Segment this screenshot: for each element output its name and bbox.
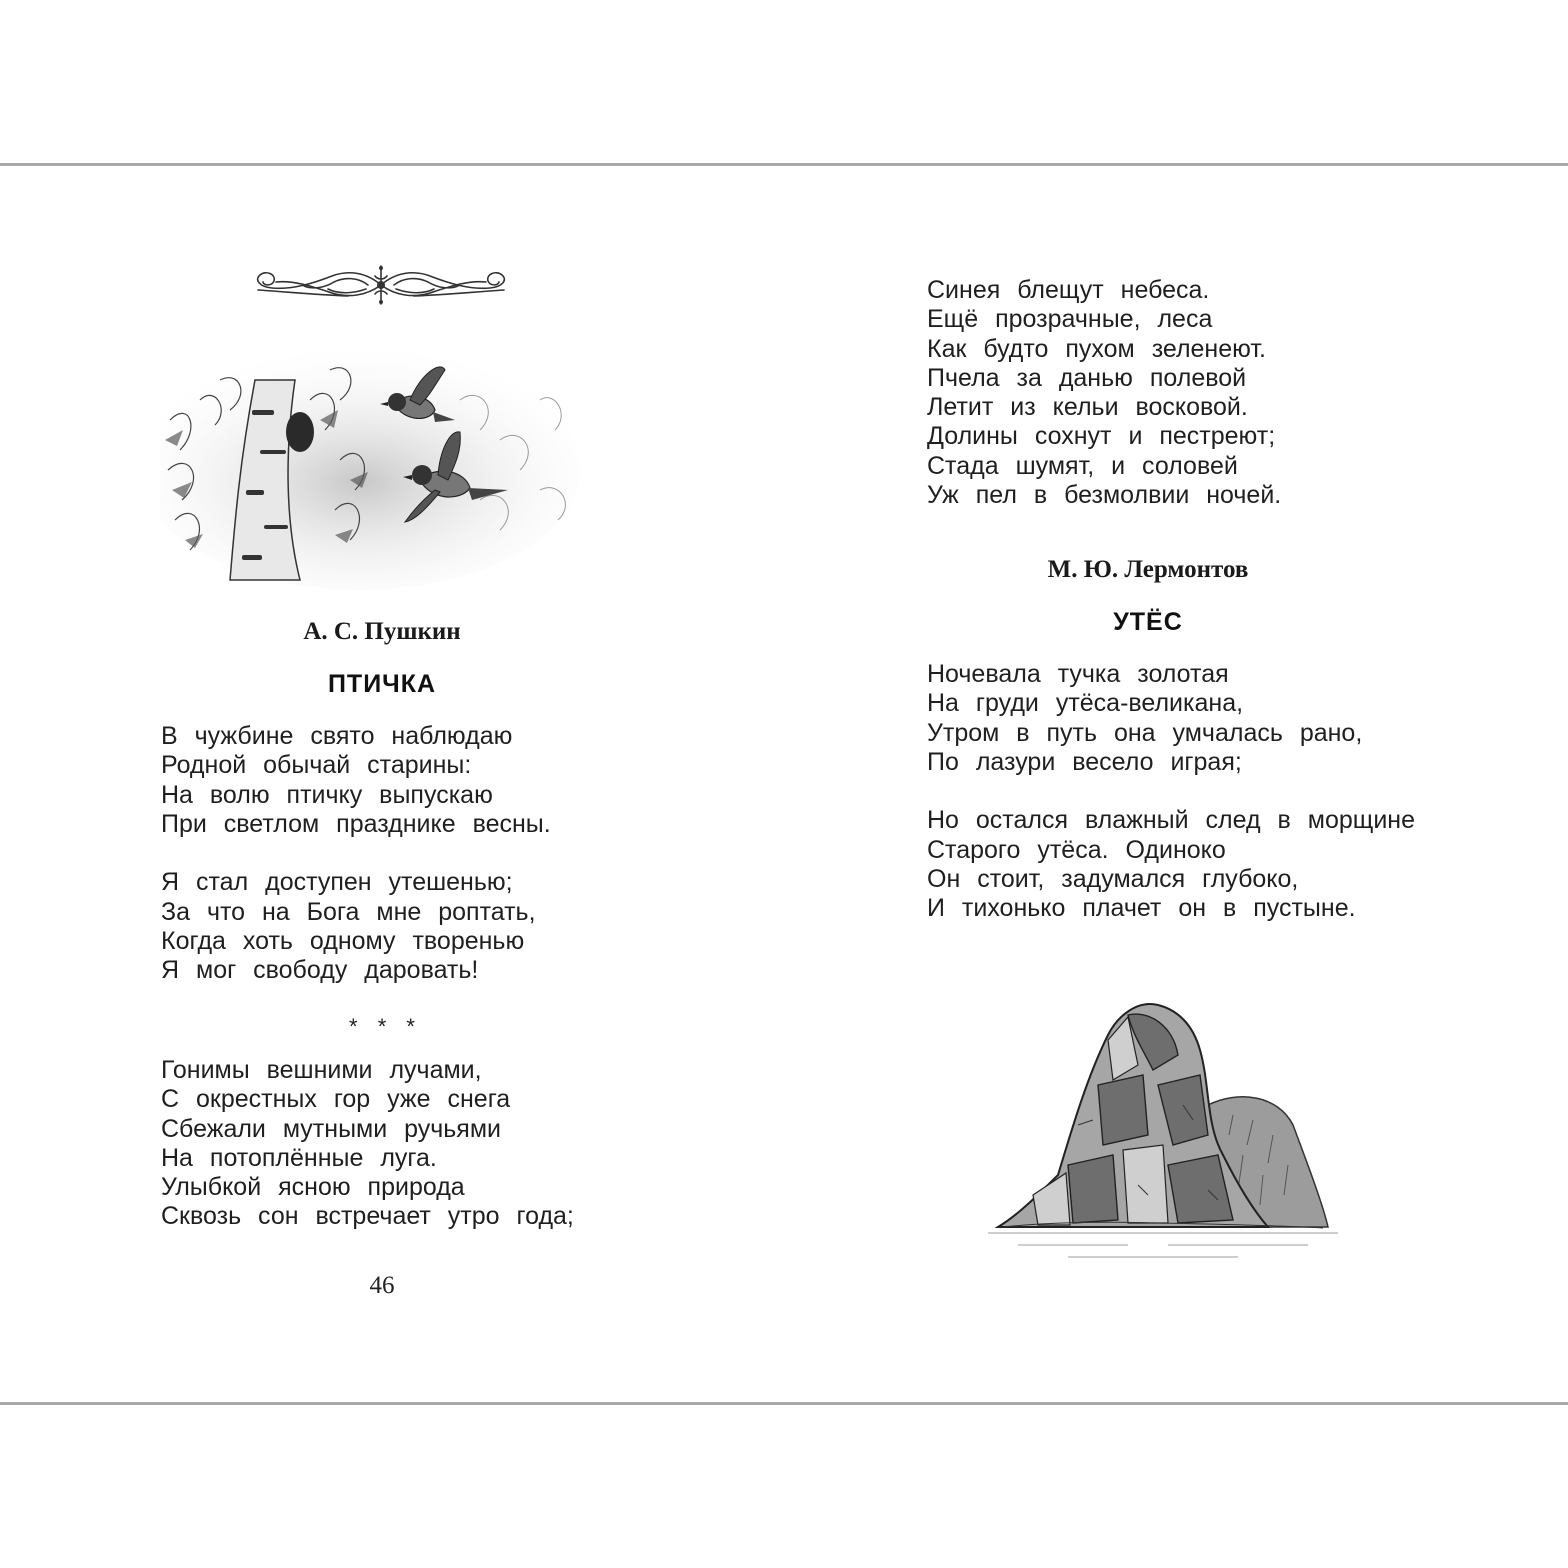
verse-line: В чужбине свято наблюдаю [161,722,513,750]
poem-title-ptichka: ПТИЧКА [327,670,437,698]
author-pushkin: А. С. Пушкин [303,618,461,645]
author-lermontov: М. Ю. Лермонтов [1047,556,1249,583]
verse-line: На потоплённые луга. [161,1143,437,1172]
verse-line: Улыбкой ясною природа [161,1173,465,1202]
verse-line: Пчела за данью полевой [927,363,1247,392]
verse-line: Долины сохнут и пестреют; [927,422,1276,451]
verse-line: Старого утёса. Одиноко [927,835,1226,864]
verse-line: Как будто пухом зеленеют. [927,334,1266,363]
stanza-gap [927,777,1415,806]
verse-line: Летит из кельи восковой. [927,393,1248,422]
verse-line: Уж пел в безмолвии ночей. [927,481,1282,510]
cliff-rock-illustration-icon [978,995,1348,1265]
verse-line: По лазури весело играя; [927,747,1242,776]
poem-title-utes: УТЁС [1113,608,1183,636]
poem-body-utes [927,660,1415,924]
poem-continuation [927,276,1281,510]
top-rule [0,163,1568,166]
birds-birch-illustration-icon [160,340,600,590]
verse-line: За что на Бога мне роптать, [161,897,536,926]
verse-line: Утром в путь она умчалась рано, [927,718,1363,747]
verse-line: Я мог свободу даровать! [161,956,479,985]
verse-line: Он стоит, задумался глубоко, [927,865,1299,894]
verse-line: Стада шумят, и соловей [927,451,1238,480]
verse-line: При светлом празднике весны. [161,809,551,838]
verse-line: Когда хоть одному творенью [161,927,525,956]
page-number: 46 [369,1272,395,1299]
verse-line: Но остался влажный след в морщине [927,806,1416,835]
verse-line: С окрестных гор уже снега [161,1085,511,1114]
verse-line: Синея блещут небеса. [927,276,1210,304]
verse-line: Сбежали мутными ручьями [161,1114,501,1143]
verse-line: И тихонько плачет он в пустыне. [927,894,1356,923]
verse-line: Родной обычай старины: [161,751,472,780]
stanza-separator: * * * [349,1014,415,1039]
poem-body-ptichka [161,722,551,986]
verse-line: Сквозь сон встречает утро года; [161,1202,574,1231]
flourish-ornament-icon [248,262,514,308]
verse-line: Ещё прозрачные, леса [927,305,1213,334]
verse-line: Ночевала тучка золотая [927,660,1229,688]
verse-line: На волю птичку выпускаю [161,780,493,809]
poem-body-untitled [161,1056,574,1232]
bottom-rule [0,1402,1568,1405]
stanza-gap [161,839,551,868]
verse-line: На груди утёса-великана, [927,689,1244,718]
verse-line: Я стал доступен утешенью; [161,868,513,897]
verse-line: Гонимы вешними лучами, [161,1056,482,1084]
